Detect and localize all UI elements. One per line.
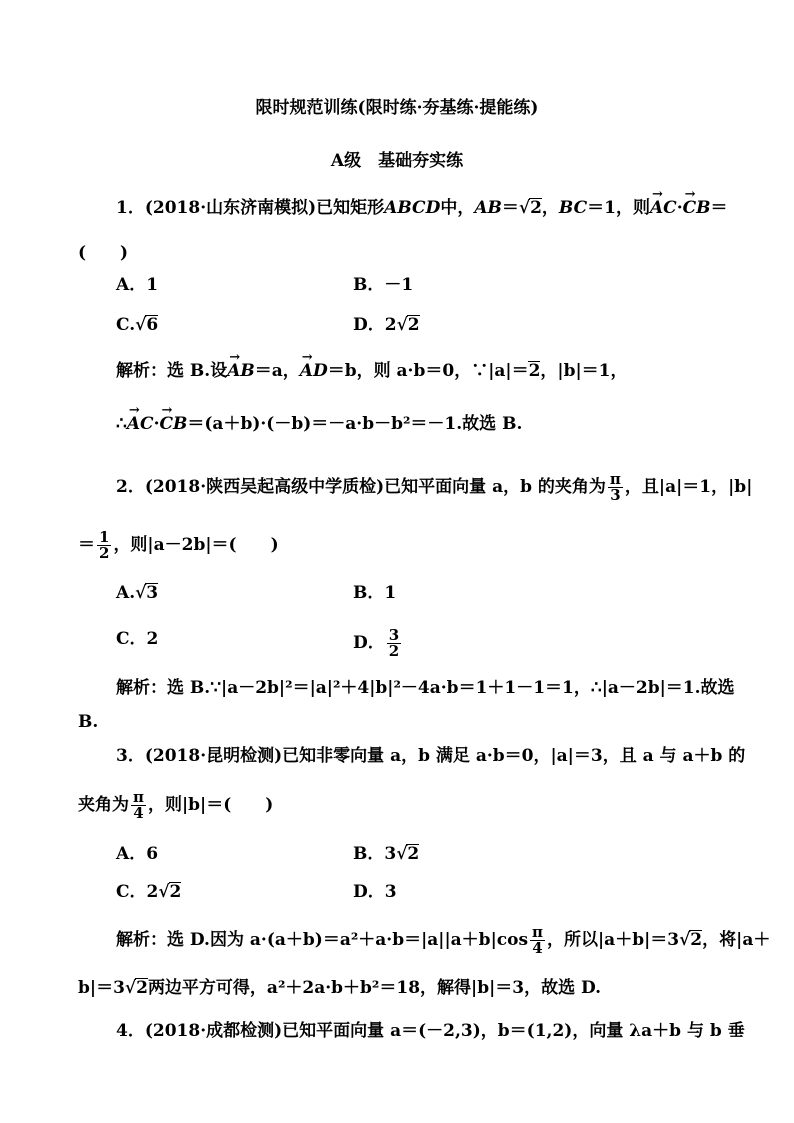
solution-2-line-2: B.	[78, 712, 99, 732]
option-a: A．6	[116, 844, 159, 864]
solution-3-line-1: 解析：选 D.因为 a·(a＋b)＝a²＋a·b＝|a||a＋b|cos $\frac{\pi}{4}$ ，所以|a＋b|＝3√2，将|a＋	[116, 923, 771, 957]
section-heading: A级 基础夯实练	[330, 151, 464, 171]
fraction: $\frac{3}{2}$	[388, 626, 400, 660]
question-source: (2018·昆明检测)	[144, 746, 283, 766]
option-d: D． $\frac{3}{2}$	[353, 626, 400, 660]
option-b: B．3√2	[353, 844, 420, 864]
solution-1-line-1: 解析：选 B.设→ AB＝a，→ AD＝b，则 a·b＝0，∵|a|＝2，|b|＝1，	[116, 360, 628, 382]
question-source: (2018·山东济南模拟)	[144, 198, 317, 218]
option-c: C.√6	[116, 315, 159, 335]
option-a: A.√3	[116, 583, 159, 603]
question-source: (2018·成都检测)	[144, 1021, 283, 1041]
option-c: C．2	[116, 629, 159, 649]
solution-2-line-1: 解析：选 B.∵|a－2b|²＝|a|²＋4|b|²－4a·b＝1＋1－1＝1，∴|a－2b|＝1.故选	[116, 678, 735, 698]
option-d: D．3	[353, 882, 397, 902]
solution-1-line-2: ∴→ AC·→ CB＝(a＋b)·(－b)＝－a·b－b²＝－1.故选 B.	[116, 413, 522, 435]
question-source: (2018·陕西吴起高级中学质检)	[144, 477, 385, 497]
question-number: 3．	[116, 746, 145, 766]
question-2-stem: 2．(2018·陕西吴起高级中学质检)已知平面向量 a，b 的夹角为 $\frac{\pi}{3}$ ，且|a|＝1，|b|	[116, 470, 753, 504]
question-number: 2．	[116, 477, 145, 497]
question-3-line-2: 夹角为 $\frac{\pi}{4}$ ，则|b|＝( )	[78, 788, 274, 822]
question-1-stem: 1．(2018·山东济南模拟)已知矩形ABCD中，AB＝√2，BC＝1，则→ AC·→ CB＝	[116, 197, 728, 219]
fraction: $\frac{\pi}{4}$	[133, 788, 144, 822]
question-2-line-2: ＝ $\frac{1}{2}$ ，则|a－2b|＝( )	[78, 528, 279, 562]
solution-3-line-2: b|＝3√2两边平方可得，a²＋2a·b＋b²＝18，解得|b|＝3，故选 D.	[78, 978, 602, 998]
question-number: 4．	[116, 1021, 145, 1041]
vector-cb: → CB	[683, 197, 711, 219]
answer-paren: ( )	[78, 243, 129, 263]
question-3-stem: 3．(2018·昆明检测)已知非零向量 a，b 满足 a·b＝0，|a|＝3，且 a 与 a＋b 的	[116, 746, 746, 766]
fraction: $\frac{\pi}{3}$	[609, 470, 621, 504]
question-number: 1．	[116, 198, 145, 218]
option-d: D．2√2	[353, 315, 420, 335]
option-c: C．2√2	[116, 882, 182, 902]
fraction: $\frac{1}{2}$	[99, 528, 110, 562]
question-4-stem: 4．(2018·成都检测)已知平面向量 a＝(－2,3)，b＝(1,2)，向量 λa＋b 与 b 垂	[116, 1021, 745, 1041]
vector-ac: → AC	[650, 197, 677, 219]
option-a: A．1	[116, 275, 159, 295]
option-b: B．1	[353, 583, 397, 603]
option-b: B．－1	[353, 275, 414, 295]
page-title: 限时规范训练(限时练·夯基练·提能练)	[255, 98, 539, 118]
fraction: $\frac{\pi}{4}$	[532, 923, 543, 957]
